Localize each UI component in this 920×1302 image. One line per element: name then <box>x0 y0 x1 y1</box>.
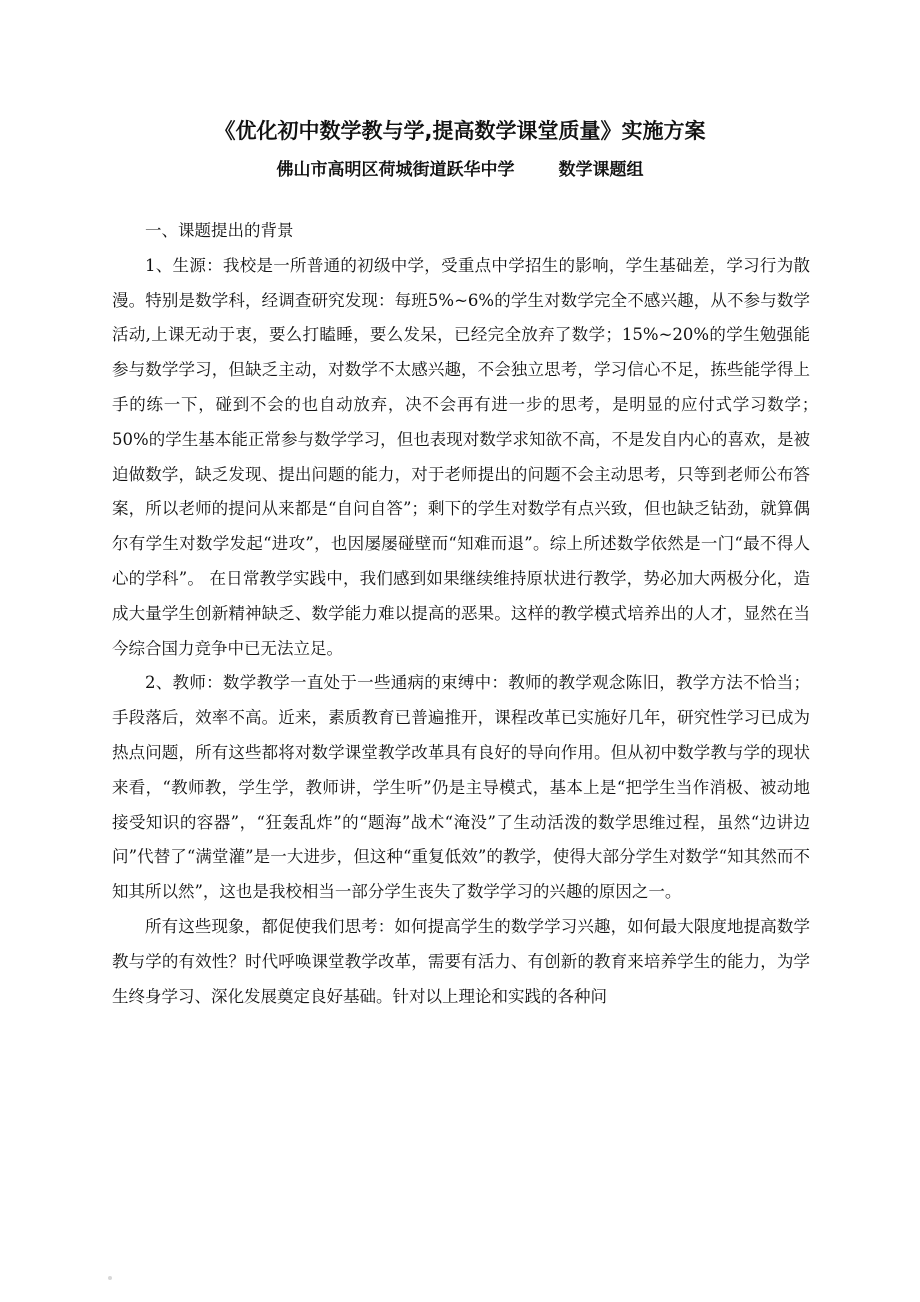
paragraph-teachers: 2、教师：数学教学一直处于一些通病的束缚中：教师的教学观念陈旧，教学方法不恰当；手段落后，效率不高。近来，素质教育已普遍推开，课程改革已实施好几年，研究性学习已成为热点问题，所有这些都将对数学课堂教学改革具有良好的导向作用。但从初中数学教与学的现状来看，“教师教，学生学，教师讲，学生听”仍是主导模式，基本上是“把学生当作消极、被动地接受知识的容器”，“狂轰乱炸”的“题海”战术“淹没”了生动活泼的数学思维过程，虽然“边讲边问”代替了“满堂灌”是一大进步，但这种“重复低效”的教学，使得大部分学生对数学“知其然而不知其所以然”，这也是我校相当一部分学生丧失了数学学习的兴趣的原因之一。 <box>112 673 810 902</box>
paragraph-students: 1、生源：我校是一所普通的初级中学，受重点中学招生的影响，学生基础差，学习行为散漫。特别是数学科，经调查研究发现：每班5%~6%的学生对数学完全不感兴趣，从不参与数学活动,上课无动于衷，要么打瞌睡，要么发呆，已经完全放弃了数学；15%~20%的学生勉强能参与数学学习，但缺乏主动，对数学不太感兴趣，不会独立思考，学习信心不足，拣些能学得上手的练一下，碰到不会的也自动放弃，决不会再有进一步的思考，是明显的应付式学习数学； 50%的学生基本能正常参与数学学习，但也表现对数学求知欲不高，不是发自内心的喜欢，是被迫做数学，缺乏发现、提出问题的能力，对于老师提出的问题不会主动思考，只等到老师公布答案，所以老师的提问从来都是“自问自答”；剩下的学生对数学有点兴致，但也缺乏钻劲，就算偶尔有学生对数学发起“进攻”，也因屡屡碰壁而“知难而退”。综上所述数学依然是一门“最不得人心的学科”。 在日常教学实践中，我们感到如果继续维持原状进行教学，势必加大两极分化，造成大量学生创新精神缺乏、数学能力难以提高的恶果。这样的教学模式培养出的人才，显然在当今综合国力竞争中已无法立足。 <box>112 255 827 658</box>
paragraph-reflection: 所有这些现象，都促使我们思考：如何提高学生的数学学习兴趣，如何最大限度地提高数学教与学的有效性？时代呼唤课堂教学改革，需要有活力、有创新的教育来培养学生的能力，为学生终身学习、深化发展奠定良好基础。针对以上理论和实践的各种问 <box>112 916 810 1006</box>
subtitle-school: 佛山市高明区荷城街道跃华中学 <box>276 160 515 180</box>
document-title: 《优化初中数学教与学,提高数学课堂质量》实施方案 <box>214 119 706 143</box>
document-subtitle <box>100 156 820 184</box>
page-mark <box>108 1276 112 1280</box>
document-body <box>112 214 827 1014</box>
subtitle-group: 数学课题组 <box>558 160 644 180</box>
section-heading: 一、课题提出的背景 <box>145 221 294 240</box>
